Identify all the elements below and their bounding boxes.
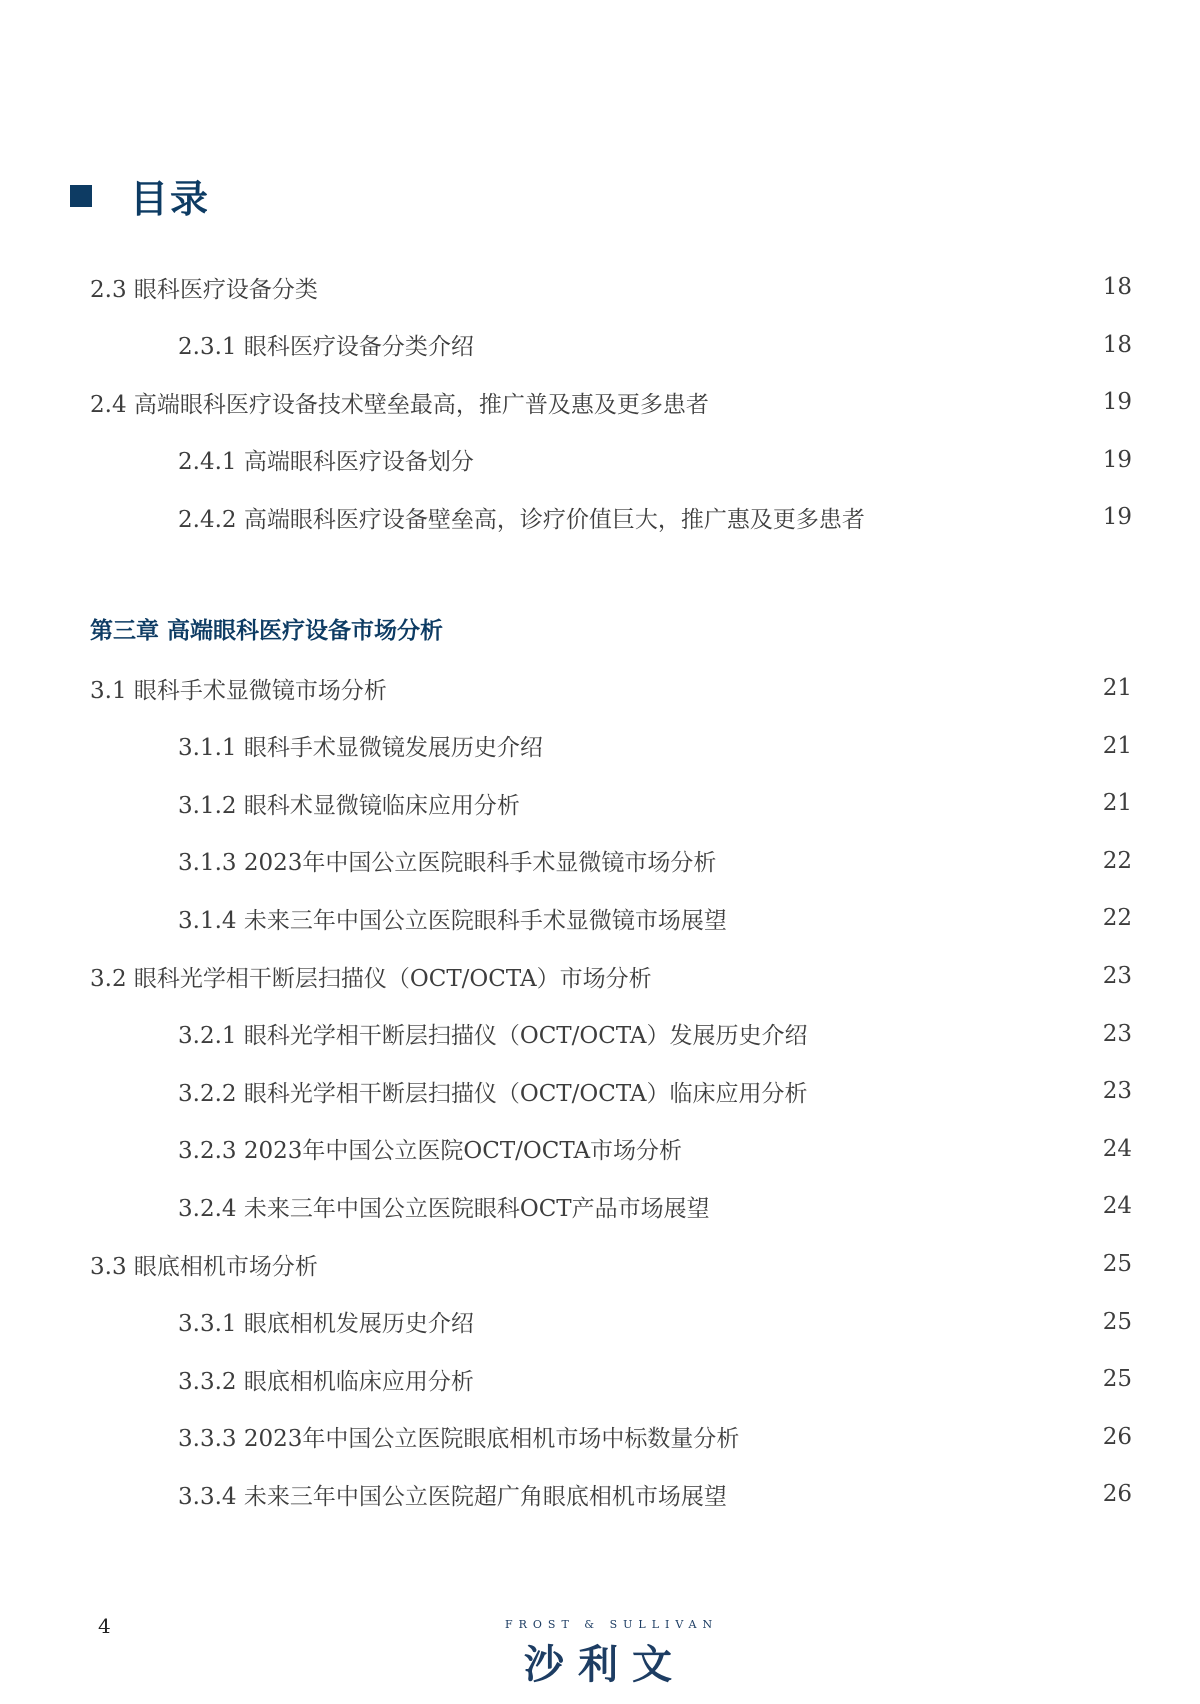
toc-entry-label: 3.1 眼科手术显微镜市场分析	[90, 677, 387, 704]
toc-entry-page-number: 21	[1102, 790, 1132, 817]
square-bullet-icon	[70, 185, 92, 207]
toc-entry-label: 2.3 眼科医疗设备分类	[90, 276, 318, 303]
toc-entry[interactable]	[178, 1186, 1132, 1226]
toc-entry-page-number: 23	[1102, 1078, 1132, 1105]
toc-title: 目录	[130, 177, 211, 221]
toc-entry[interactable]	[90, 267, 1132, 307]
toc-entry-page-number: 24	[1102, 1135, 1132, 1162]
toc-entry-page-number: 18	[1102, 331, 1132, 358]
toc-entry-page-number: 19	[1102, 504, 1132, 531]
toc-entry[interactable]	[90, 956, 1132, 996]
chapter-heading: 第三章 高端眼科医疗设备市场分析	[90, 618, 444, 644]
toc-entry[interactable]	[178, 783, 1132, 823]
toc-entry[interactable]	[178, 497, 1132, 537]
toc-entry-label: 3.1.3 2023年中国公立医院眼科手术显微镜市场分析	[178, 850, 717, 877]
toc-entry-page-number: 21	[1102, 732, 1132, 759]
toc-entry-page-number: 22	[1102, 905, 1132, 932]
toc-entry[interactable]	[90, 1244, 1132, 1284]
toc-entry[interactable]	[178, 898, 1132, 938]
toc-entry[interactable]	[178, 1417, 1132, 1457]
toc-entry[interactable]	[178, 1302, 1132, 1342]
toc-entry[interactable]	[178, 841, 1132, 881]
toc-entry-label: 3.3.4 未来三年中国公立医院超广角眼底相机市场展望	[178, 1483, 727, 1510]
toc-entry-page-number: 24	[1102, 1193, 1132, 1220]
toc-entry[interactable]	[178, 325, 1132, 365]
toc-entry-page-number: 21	[1102, 675, 1132, 701]
toc-entry-label: 3.1.1 眼科手术显微镜发展历史介绍	[178, 735, 543, 762]
toc-entry[interactable]	[178, 726, 1132, 766]
toc-entry-page-number: 26	[1102, 1481, 1132, 1508]
toc-entry-label: 2.4.2 高端眼科医疗设备壁垒高，诊疗价值巨大，推广惠及更多患者	[178, 506, 865, 533]
toc-entry-page-number: 25	[1102, 1251, 1132, 1277]
toc-entry-page-number: 25	[1102, 1308, 1132, 1335]
toc-entry-page-number: 25	[1102, 1366, 1132, 1393]
toc-entry[interactable]	[178, 1129, 1132, 1169]
toc-entry-page-number: 26	[1102, 1423, 1132, 1450]
toc-entry-label: 3.3 眼底相机市场分析	[90, 1253, 318, 1280]
toc-entry-page-number: 23	[1102, 963, 1132, 989]
toc-entry-page-number: 18	[1102, 274, 1132, 300]
toc-entry[interactable]	[178, 1359, 1132, 1399]
toc-entry[interactable]	[90, 382, 1132, 422]
toc-entry-label: 3.2.2 眼科光学相干断层扫描仪（OCT/OCTA）临床应用分析	[178, 1080, 808, 1107]
toc-entry-label: 3.2.1 眼科光学相干断层扫描仪（OCT/OCTA）发展历史介绍	[178, 1023, 808, 1050]
brand-chinese: 沙利文	[524, 1642, 686, 1688]
brand-english: FROST & SULLIVAN	[505, 1618, 719, 1631]
toc-entry-label: 3.3.3 2023年中国公立医院眼底相机市场中标数量分析	[178, 1426, 740, 1453]
frost-sullivan-logo	[505, 1618, 719, 1690]
toc-entry-page-number: 19	[1102, 446, 1132, 473]
toc-entry[interactable]	[178, 1014, 1132, 1054]
toc-header	[70, 168, 210, 223]
toc-entry-label: 3.3.1 眼底相机发展历史介绍	[178, 1311, 474, 1338]
toc-entry[interactable]	[90, 668, 1132, 708]
footer-page-number: 4	[98, 1614, 111, 1638]
toc-entry-label: 3.2.4 未来三年中国公立医院眼科OCT产品市场展望	[178, 1195, 710, 1222]
toc-entry-label: 2.4 高端眼科医疗设备技术壁垒最高，推广普及惠及更多患者	[90, 391, 709, 418]
toc-entry-page-number: 23	[1102, 1020, 1132, 1047]
toc-entry-label: 2.4.1 高端眼科医疗设备划分	[178, 449, 474, 476]
toc-entry-label: 2.3.1 眼科医疗设备分类介绍	[178, 334, 474, 361]
toc-entry-label: 3.3.2 眼底相机临床应用分析	[178, 1368, 474, 1395]
toc-entry-label: 3.1.2 眼科术显微镜临床应用分析	[178, 792, 520, 819]
toc-entry-page-number: 22	[1102, 847, 1132, 874]
toc-entry[interactable]	[178, 1071, 1132, 1111]
toc-entry-label: 3.2 眼科光学相干断层扫描仪（OCT/OCTA）市场分析	[90, 965, 652, 992]
toc-entry-page-number: 19	[1102, 389, 1132, 416]
toc-entry[interactable]	[178, 1474, 1132, 1514]
toc-entry-label: 3.1.4 未来三年中国公立医院眼科手术显微镜市场展望	[178, 907, 727, 934]
toc-entry[interactable]	[178, 440, 1132, 480]
toc-entry-label: 3.2.3 2023年中国公立医院OCT/OCTA市场分析	[178, 1138, 683, 1165]
